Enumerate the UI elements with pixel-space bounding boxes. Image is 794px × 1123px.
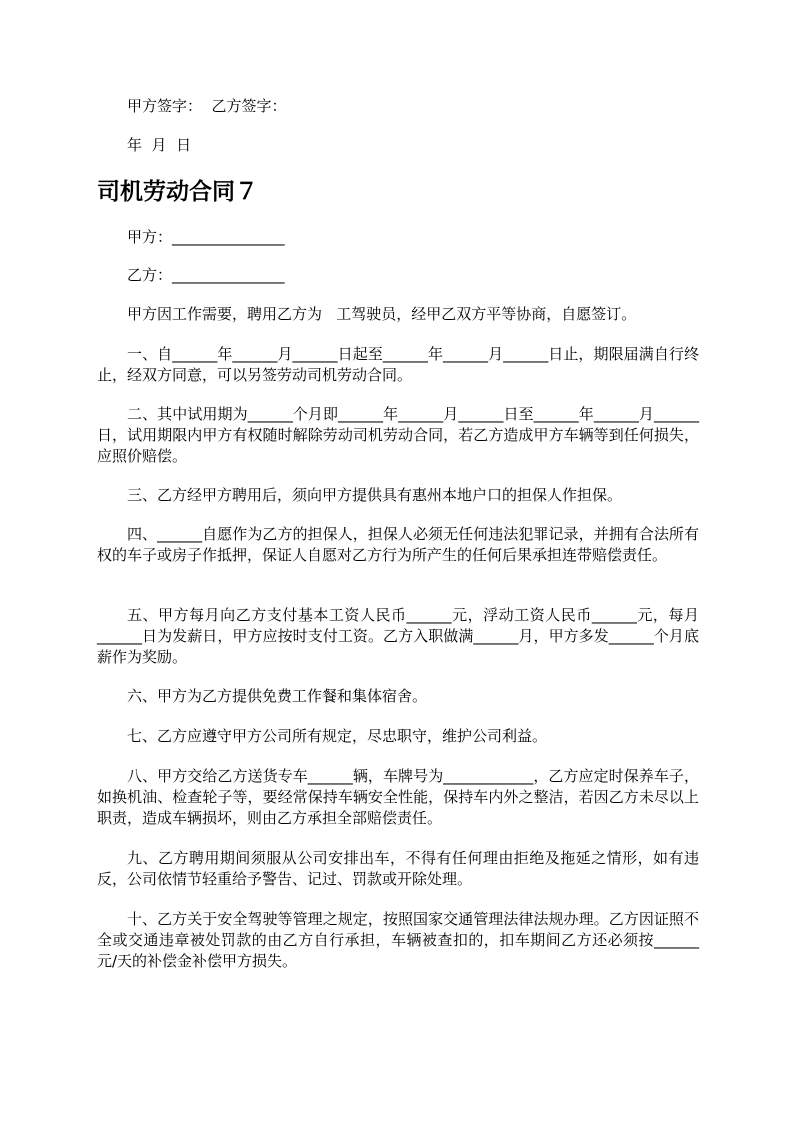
party-a-line: 甲方：_______________ xyxy=(127,228,285,246)
clause-7: 七、乙方应遵守甲方公司所有规定，尽忠职守，维护公司利益。 xyxy=(127,727,548,745)
clause-1: 一、自______年______月______日起至______年______月______日止，期限届满自行终止，经双方同意，可以另签劳动司机劳动合同。 xyxy=(97,345,699,384)
clause-8: 八、甲方交给乙方送货专车______辆，车牌号为____________，乙方应定时保养车子，如换机油、检查轮子等，要经常保持车辆安全性能，保持车内外之整洁，若因乙方未尽以上职责，造成车辆损坏，则由乙方承担全部赔偿责任。 xyxy=(97,767,699,827)
clause-2: 二、其中试用期为______个月即______年______月______日至______年______月______日，试用期限内甲方有权随时解除劳动司机劳动合同，若乙方造成甲方车辆等到任何损失，应照价赔偿。 xyxy=(97,405,699,465)
clause-4: 四、______自愿作为乙方的担保人，担保人必须无任何违法犯罪记录，并拥有合法所有权的车子或房子作抵押，保证人自愿对乙方行为所产生的任何后果承担连带赔偿责任。 xyxy=(97,525,699,564)
signature-line: 甲方签字： 乙方签字： xyxy=(127,97,287,115)
clause-5: 五、甲方每月向乙方支付基本工资人民币______元，浮动工资人民币______元，每月______日为发薪日，甲方应按时支付工资。乙方入职做满______月，甲方多发______个月底薪作为奖励。 xyxy=(97,606,699,666)
party-b-line: 乙方：_______________ xyxy=(127,266,285,284)
date-line: 年 月 日 xyxy=(127,136,192,154)
clause-9: 九、乙方聘用期间须服从公司安排出车，不得有任何理由拒绝及拖延之情形，如有违反，公司依情节轻重给予警告、记过、罚款或开除处理。 xyxy=(97,849,699,888)
clause-6: 六、甲方为乙方提供免费工作餐和集体宿舍。 xyxy=(127,687,428,705)
intro-paragraph: 甲方因工作需要，聘用乙方为 工驾驶员，经甲乙双方平等协商，自愿签订。 xyxy=(127,305,637,323)
contract-title: 司机劳动合同７ xyxy=(97,178,258,205)
clause-10: 十、乙方关于安全驾驶等管理之规定，按照国家交通管理法律法规办理。乙方因证照不全或交通违章被处罚款的由乙方自行承担，车辆被查扣的，扣车期间乙方还必须按______元/天的补偿金补偿甲方损失。 xyxy=(97,910,699,970)
clause-3: 三、乙方经甲方聘用后，须向甲方提供具有惠州本地户口的担保人作担保。 xyxy=(127,486,623,504)
